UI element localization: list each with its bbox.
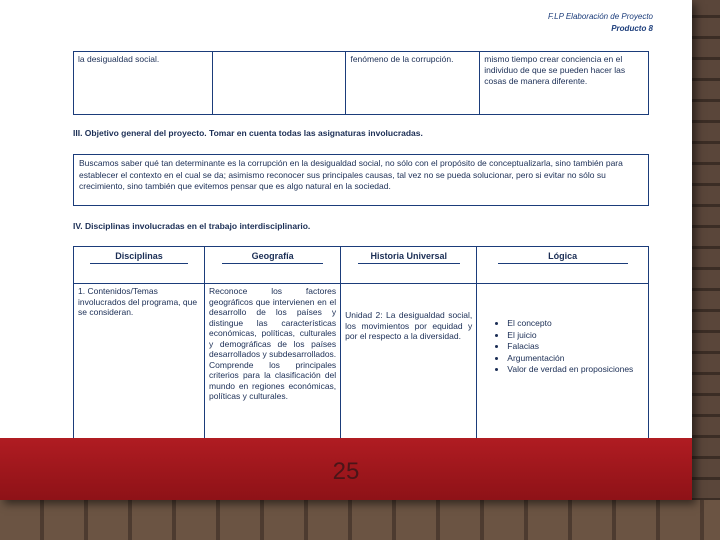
section-4-title: IV. Disciplinas involucradas en el trabajo interdisciplinario. <box>73 221 311 231</box>
section-3-title: III. Objetivo general del proyecto. Tomar en cuenta todas las asignaturas involucradas. <box>73 128 423 138</box>
background-bottom <box>0 500 720 540</box>
header-line-2: Producto 8 <box>611 24 653 33</box>
header-line-1: F.LP Elaboración de Proyecto <box>548 12 653 21</box>
top-cell-3: fenómeno de la corrupción. <box>346 52 480 115</box>
row-label-contenidos: 1. Contenidos/Temas involucrados del programa, que se consideran. <box>74 284 205 461</box>
list-item: • El concepto <box>507 318 644 329</box>
top-cell-1: la desigualdad social. <box>74 52 213 115</box>
disciplines-table <box>73 246 649 461</box>
header-geografia: Geografía <box>205 247 341 284</box>
cell-logica <box>477 284 649 461</box>
top-table <box>73 51 649 115</box>
document-header <box>548 11 653 35</box>
document-page <box>57 8 665 440</box>
list-item: • Argumentación <box>507 353 644 364</box>
list-item: • El juicio <box>507 330 644 341</box>
cell-historia: Unidad 2: La desigualdad social, los movimientos por equidad y por el respecto a la diversidad. <box>341 284 477 461</box>
table-row <box>74 52 649 115</box>
cell-geografia: Reconoce los factores geográficos que intervienen en el desarrollo de los países y distingue las características económicas, políticas, culturales y demográficas de los países desarrollados y subdesarrollados. Comprende los principales criterios para la clasificación del mundo en regiones económicas, políticas y culturales. <box>205 284 341 461</box>
list-item: • Valor de verdad en proposiciones <box>507 364 644 375</box>
header-historia: Historia Universal <box>341 247 477 284</box>
top-cell-2 <box>212 52 346 115</box>
logica-list <box>495 318 644 375</box>
header-disciplinas: Disciplinas <box>74 247 205 284</box>
table-row <box>74 284 649 461</box>
list-item: • Falacias <box>507 341 644 352</box>
page-number: 25 <box>332 458 360 485</box>
header-logica: Lógica <box>477 247 649 284</box>
table-header-row <box>74 247 649 284</box>
objective-box: Buscamos saber qué tan determinante es la corrupción en la desigualdad social, no sólo con el propósito de conceptualizarla, sino también para establecer el contexto en el cual se da; asimismo reconocer sus principales causas, tal vez no se pueda solucionar, pero si evitar no sólo su crecimiento, sino también que evitemos pensar que es algo natural en la sociedad. <box>73 154 649 206</box>
top-cell-4: mismo tiempo crear conciencia en el individuo de que se pueden hacer las cosas de manera diferente. <box>480 52 649 115</box>
